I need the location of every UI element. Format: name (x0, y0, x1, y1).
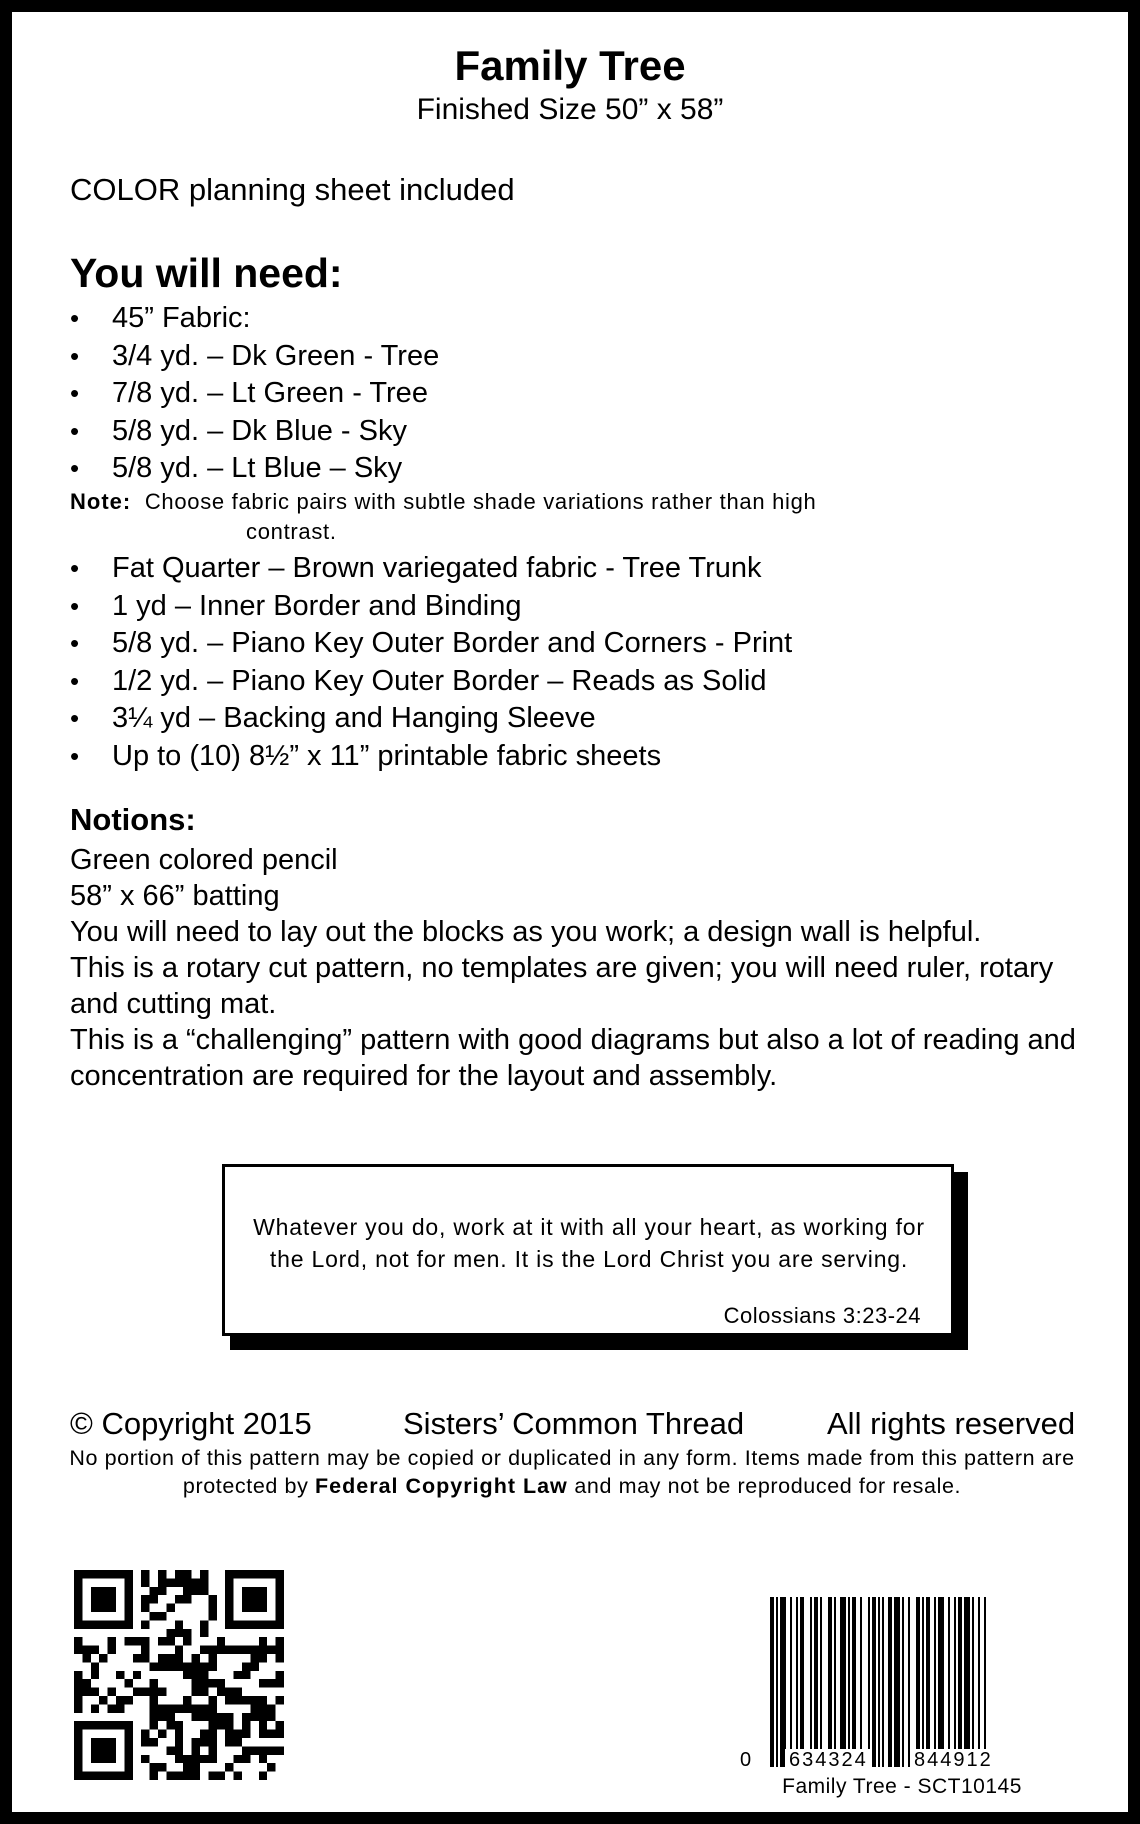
pattern-back-cover (12, 12, 1128, 1812)
list-item: • 1/2 yd. – Piano Key Outer Border – Reads as Solid (70, 663, 1070, 701)
list-item: • Fat Quarter – Brown variegated fabric - Tree Trunk (70, 550, 1070, 588)
notions-list (70, 842, 1080, 1094)
list-item: • 5/8 yd. – Piano Key Outer Border and Corners - Print (70, 625, 1070, 663)
supplies-list (70, 550, 1070, 775)
list-item: • 45” Fabric: (70, 300, 1070, 338)
notions-heading: Notions: (70, 802, 196, 837)
color-planning-note: COLOR planning sheet included (70, 172, 515, 207)
finished-size: Finished Size 50” x 58” (416, 93, 724, 126)
fabric-list (70, 300, 1070, 488)
copyright-row (70, 1404, 1100, 1444)
list-item: • 1 yd – Inner Border and Binding (70, 588, 1070, 626)
list-item: • Up to (10) 8½” x 11” printable fabric sheets (70, 738, 1070, 776)
barcode-caption: Family Tree - SCT10145 (782, 1775, 1022, 1798)
list-item: • 3/4 yd. – Dk Green - Tree (70, 338, 1070, 376)
list-item: • 3¼ yd – Backing and Hanging Sleeve (70, 700, 1070, 738)
list-item: • 7/8 yd. – Lt Green - Tree (70, 375, 1070, 413)
legal-notice: No portion of this pattern may be copied or duplicated in any form. Items made from this pattern are protected by Federal Copyright Law and may not be reproduced for resale. (69, 1446, 1075, 1498)
notion-line: This is a “challenging” pattern with good diagrams but also a lot of reading and concentration are required for the layout and assembly. (70, 1024, 1076, 1092)
notion-line: You will need to lay out the blocks as you work; a design wall is helpful. (70, 916, 982, 948)
list-item: • 5/8 yd. – Lt Blue – Sky (70, 450, 1070, 488)
note-label: Note: (70, 489, 132, 514)
barcode-right-digits: 844912 (910, 1749, 997, 1771)
qr-code-icon (74, 1570, 284, 1780)
barcode-lead-digit: 0 (740, 1749, 754, 1771)
upc-barcode (722, 1597, 1062, 1807)
pattern-title: Family Tree (454, 42, 686, 89)
company-name: Sisters’ Common Thread (403, 1406, 745, 1441)
notion-line: Green colored pencil (70, 844, 338, 876)
barcode-left-digits: 634324 (785, 1749, 872, 1771)
verse-text: Whatever you do, work at it with all your heart, as working for the Lord, not for men. It is the Lord Christ you are serving. (253, 1214, 925, 1272)
fabric-note (70, 487, 1050, 547)
notion-line: This is a rotary cut pattern, no templates are given; you will need ruler, rotary and cutting mat. (70, 952, 1054, 1020)
legal-emphasis: Federal Copyright Law (315, 1474, 568, 1498)
note-text: Choose fabric pairs with subtle shade variations rather than high (144, 489, 817, 514)
rights-reserved: All rights reserved (827, 1406, 1076, 1441)
verse-reference: Colossians 3:23-24 (723, 1303, 921, 1328)
barcode-bars (722, 1597, 1062, 1777)
copyright-notice: © Copyright 2015 (70, 1406, 312, 1441)
note-continuation: contrast. (246, 519, 337, 544)
supplies-heading: You will need: (70, 250, 343, 296)
verse-box (222, 1164, 954, 1336)
list-item: • 5/8 yd. – Dk Blue - Sky (70, 413, 1070, 451)
notion-line: 58” x 66” batting (70, 880, 280, 912)
